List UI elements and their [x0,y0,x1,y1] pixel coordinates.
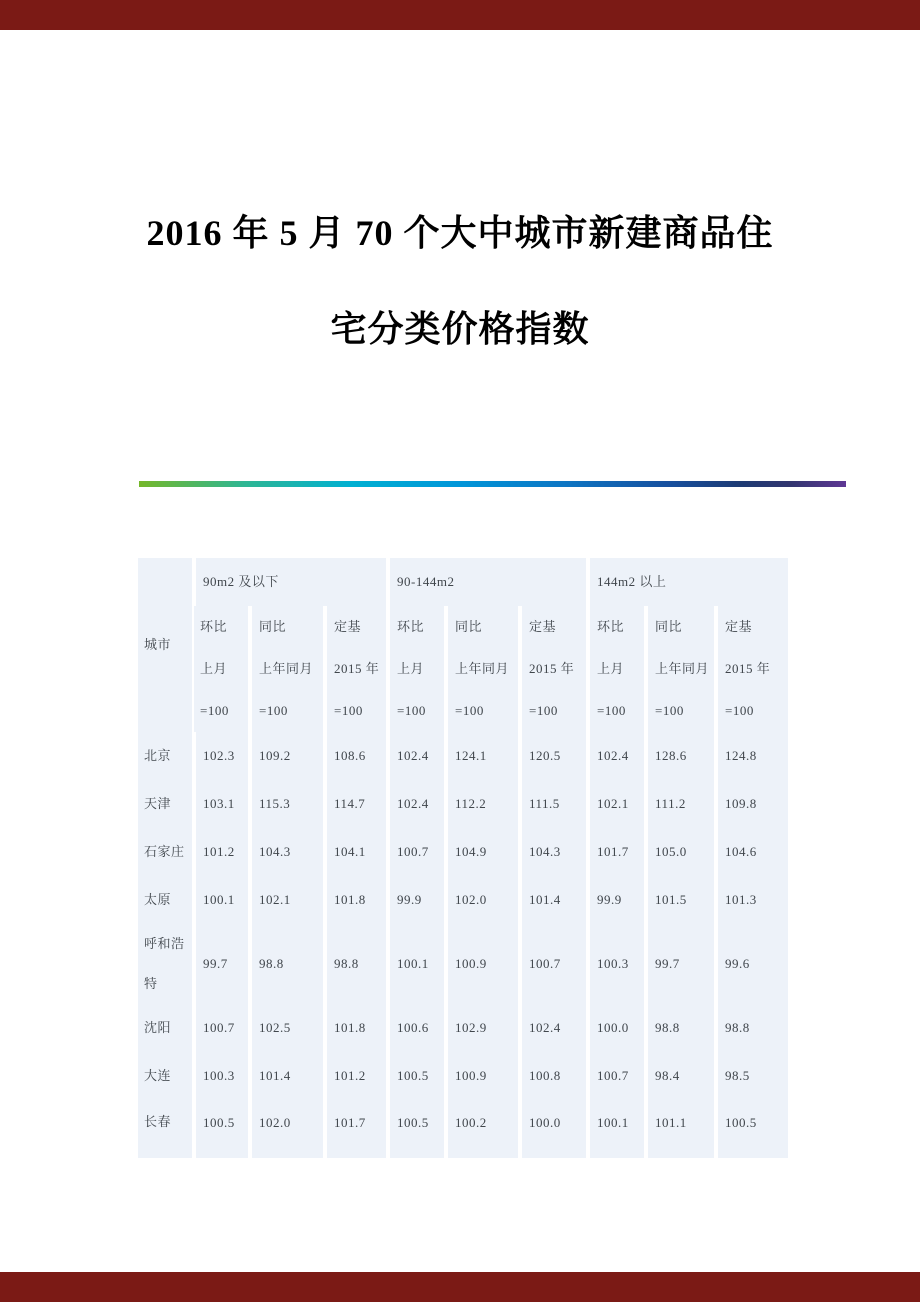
city-cell: 太原 [138,876,194,924]
subheader-line: 环比 [397,619,425,634]
table-cell: 101.3 [716,876,788,924]
table-cell: 99.9 [588,876,646,924]
city-cell: 天津 [138,780,194,828]
table-cell: 98.8 [325,924,388,1004]
table-cell: 102.4 [388,732,446,780]
table-cell: 98.8 [716,1004,788,1052]
subheader-line: 上月 [397,661,425,676]
table-cell: 99.9 [388,876,446,924]
document-title-line2: 宅分类价格指数 [330,309,590,349]
city-column-header: 城市 [138,558,194,732]
table-cell: 100.3 [194,1052,250,1100]
table-cell: 99.7 [646,924,716,1004]
table-cell: 100.8 [520,1052,588,1100]
table-row [138,1100,788,1158]
table-cell: 102.3 [194,732,250,780]
table-cell: 102.0 [250,1100,325,1158]
table-cell: 101.8 [325,1004,388,1052]
subheader-mom [194,606,250,732]
table-cell: 111.5 [520,780,588,828]
table-group-header-row [138,558,788,606]
table-cell: 128.6 [646,732,716,780]
table-cell: 101.7 [325,1100,388,1158]
subheader-line: 环比 [200,619,228,634]
city-cell: 长春 [138,1100,194,1158]
subheader-fixed-base [716,606,788,732]
subheader-fixed-base [325,606,388,732]
subheader-line: =100 [200,703,229,718]
subheader-mom [388,606,446,732]
document-title-line1: 2016 年 5 月 70 个大中城市新建商品住 [146,213,774,253]
table-cell: 100.0 [588,1004,646,1052]
table-cell: 99.6 [716,924,788,1004]
gradient-divider [139,481,846,487]
subheader-line: =100 [397,703,426,718]
table-cell: 104.1 [325,828,388,876]
table-cell: 101.2 [194,828,250,876]
table-row [138,876,788,924]
table-cell: 115.3 [250,780,325,828]
subheader-line: =100 [655,703,684,718]
subheader-line: 2015 年 [725,661,771,676]
table-cell: 101.4 [250,1052,325,1100]
table-cell: 100.2 [446,1100,520,1158]
table-cell: 101.8 [325,876,388,924]
subheader-line: 定基 [334,619,362,634]
table-cell: 102.1 [588,780,646,828]
subheader-line: 上月 [597,661,625,676]
subheader-mom [588,606,646,732]
table-cell: 112.2 [446,780,520,828]
table-cell: 100.9 [446,1052,520,1100]
subheader-line: =100 [455,703,484,718]
table-cell: 105.0 [646,828,716,876]
table-cell: 108.6 [325,732,388,780]
table-cell: 100.5 [388,1100,446,1158]
table-cell: 102.0 [446,876,520,924]
table-cell: 100.1 [588,1100,646,1158]
table-cell: 98.4 [646,1052,716,1100]
group-header-144m2-above: 144m2 以上 [588,558,788,606]
table-row [138,780,788,828]
table-row [138,732,788,780]
table-cell: 100.6 [388,1004,446,1052]
table-cell: 100.5 [716,1100,788,1158]
subheader-line: =100 [529,703,558,718]
table-cell: 100.3 [588,924,646,1004]
table-row [138,924,788,1004]
city-cell: 沈阳 [138,1004,194,1052]
subheader-line: =100 [334,703,363,718]
subheader-line: 环比 [597,619,625,634]
group-header-90m2-below: 90m2 及以下 [194,558,388,606]
subheader-fixed-base [520,606,588,732]
table-cell: 120.5 [520,732,588,780]
table-cell: 102.4 [588,732,646,780]
table-cell: 102.5 [250,1004,325,1052]
table-cell: 102.4 [388,780,446,828]
table-cell: 98.5 [716,1052,788,1100]
table-cell: 104.3 [520,828,588,876]
table-cell: 102.1 [250,876,325,924]
subheader-line: 上年同月 [655,661,710,676]
table-cell: 104.3 [250,828,325,876]
subheader-line: 定基 [529,619,557,634]
table-cell: 102.4 [520,1004,588,1052]
table-cell: 103.1 [194,780,250,828]
table-cell: 102.9 [446,1004,520,1052]
table-cell: 101.7 [588,828,646,876]
table-cell: 101.1 [646,1100,716,1158]
table-cell: 100.5 [194,1100,250,1158]
table-cell: 101.4 [520,876,588,924]
table-cell: 100.9 [446,924,520,1004]
table-cell: 124.8 [716,732,788,780]
subheader-yoy [646,606,716,732]
subheader-line: 2015 年 [334,661,380,676]
table-cell: 100.7 [520,924,588,1004]
viewer-bottom-bar [0,1272,920,1302]
table-cell: 104.6 [716,828,788,876]
subheader-line: 2015 年 [529,661,575,676]
city-cell: 石家庄 [138,828,194,876]
subheader-line: 同比 [655,619,683,634]
subheader-line: 同比 [259,619,287,634]
table-cell: 109.2 [250,732,325,780]
table-cell: 100.1 [194,876,250,924]
table-subheader-row [138,606,788,732]
table-cell: 104.9 [446,828,520,876]
subheader-yoy [250,606,325,732]
table-cell: 99.7 [194,924,250,1004]
table-cell: 100.5 [388,1052,446,1100]
table-row [138,828,788,876]
subheader-line: 上月 [200,661,228,676]
subheader-line: =100 [259,703,288,718]
viewer-top-bar [0,0,920,30]
table-cell: 98.8 [250,924,325,1004]
table-row [138,1052,788,1100]
subheader-line: 同比 [455,619,483,634]
table-cell: 111.2 [646,780,716,828]
table-cell: 100.1 [388,924,446,1004]
subheader-yoy [446,606,520,732]
city-cell: 大连 [138,1052,194,1100]
group-header-90-144m2: 90-144m2 [388,558,588,606]
table-cell: 101.2 [325,1052,388,1100]
table-cell: 100.7 [388,828,446,876]
table-cell: 124.1 [446,732,520,780]
subheader-line: 上年同月 [259,661,314,676]
table-cell: 98.8 [646,1004,716,1052]
table-row [138,1004,788,1052]
city-cell: 呼和浩特 [138,924,194,1004]
subheader-line: =100 [597,703,626,718]
subheader-line: 上年同月 [455,661,510,676]
table-cell: 114.7 [325,780,388,828]
city-cell: 北京 [138,732,194,780]
table-cell: 109.8 [716,780,788,828]
table-cell: 100.7 [194,1004,250,1052]
price-index-table [138,558,788,1158]
table-cell: 100.0 [520,1100,588,1158]
subheader-line: =100 [725,703,754,718]
table-cell: 101.5 [646,876,716,924]
table-cell: 100.7 [588,1052,646,1100]
subheader-line: 定基 [725,619,753,634]
